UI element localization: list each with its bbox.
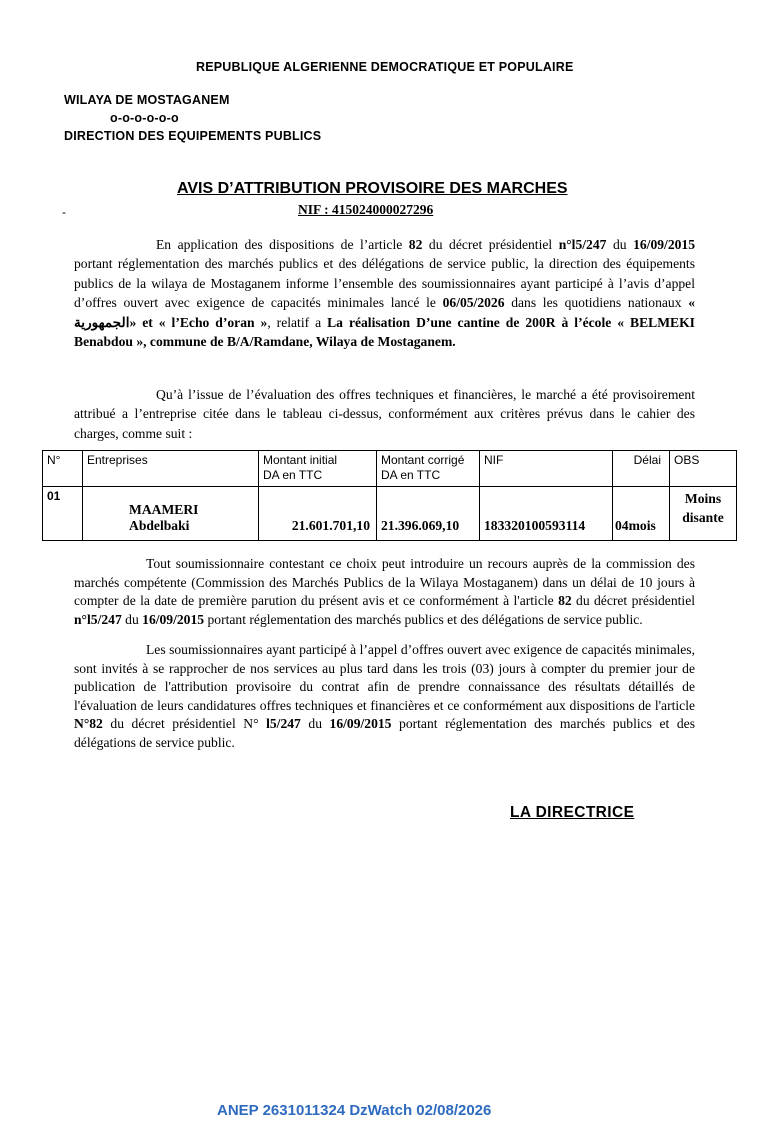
col-header-entreprises: Entreprises xyxy=(83,451,259,487)
direction-heading: DIRECTION DES EQUIPEMENTS PUBLICS xyxy=(64,129,322,143)
header-separator: o-o-o-o-o-o xyxy=(110,111,179,125)
p3-article-number: 82 xyxy=(558,593,572,609)
row-obs xyxy=(670,487,737,541)
table-header-row xyxy=(43,451,737,487)
intro-paragraph xyxy=(74,235,695,351)
obs-line1: Moins xyxy=(684,491,722,506)
p4-decree-date: 16/09/2015 xyxy=(329,716,392,732)
col-header-montant-corrige xyxy=(377,451,480,487)
p1-article-number: 82 xyxy=(408,237,423,252)
p4-article-number: N°82 xyxy=(74,716,103,732)
p4-text-2: du décret présidentiel N° xyxy=(102,716,267,732)
p1-text-2: du décret présidentiel xyxy=(422,237,559,252)
p3-decree-number: n°l5/247 xyxy=(74,611,122,627)
montant-corrige-line2: DA en TTC xyxy=(381,468,441,482)
signature-title: LA DIRECTRICE xyxy=(510,804,635,821)
invitation-paragraph xyxy=(74,641,695,753)
p1-newspapers: « الجمهورية» et « l’Echo d’oran » xyxy=(74,295,695,330)
p3-decree-date: 16/09/2015 xyxy=(142,611,205,627)
p3-text-4: portant réglementation des marchés publics et des délégations de service public. xyxy=(204,611,643,627)
p2-text: Qu’à l’issue de l’évaluation des offres techniques et financières, le marché a été provisoirement attribué a l’entreprise citée dans le tableau ci-dessus, conformément aux critères prévus dans le cahier des charges, comme suit : xyxy=(74,387,695,441)
row-delai: 04mois xyxy=(613,487,670,541)
col-header-delai: Délai xyxy=(613,451,670,487)
montant-corrige-line1: Montant corrigé xyxy=(381,453,465,467)
p4-text-1: Les soumissionnaires ayant participé à l’appel d’offres ouvert avec exigence de capacités minimales, sont invités à se rapprocher de nos services au plus tard dans les trois (03) jours à compter du premier jour de publication de l'attribution provisoire du contrat afin de prendre connaissance des résultats détaillés de l'évaluation de leurs candidatures offres techniques et financières et ce conformément aux dispositions de l'article xyxy=(74,642,695,713)
p1-decree-date: 16/09/2015 xyxy=(633,237,696,252)
p3-text-2: du décret présidentiel xyxy=(571,593,696,609)
col-header-num: N° xyxy=(43,451,83,487)
p3-text-1: Tout soumissionnaire contestant ce choix peut introduire un recours auprès de la commission des marchés compétente (Commission des Marchés Publics de la Wilaya Mostaganem) dans un délai de 10 jours à compter de la date de première parution du présent avis et ce conformément à l'article xyxy=(74,556,695,609)
dash-mark: - xyxy=(62,205,66,219)
row-montant-initial: 21.601.701,10 xyxy=(259,487,377,541)
obs-line2: disante xyxy=(682,510,724,525)
p4-decree-number: l5/247 xyxy=(266,716,301,732)
montant-initial-line1: Montant initial xyxy=(263,453,338,467)
recours-paragraph xyxy=(74,555,695,629)
p1-text-1: En application des dispositions de l’article xyxy=(156,237,409,252)
p1-text-5: dans les quotidiens nationaux xyxy=(504,295,689,311)
row-entreprise: MAAMERI Abdelbaki xyxy=(83,487,259,541)
wilaya-heading: WILAYA DE MOSTAGANEM xyxy=(64,93,230,107)
p1-text-4: portant réglementation des marchés publics et des délégations de service public, la direction des équipements publics de la wilaya de Mostaganem informe l’ensemble des soumissionnaires ayant participé à l’avis d’appel d’offres ouvert avec exigence de capacités minimales lancé le xyxy=(74,256,695,311)
row-montant-corrige: 21.396.069,10 xyxy=(377,487,480,541)
p4-text-3: du xyxy=(300,716,330,732)
col-header-obs: OBS xyxy=(670,451,737,487)
p1-project-description: La réalisation D’une cantine de 200R à l’école « BELMEKI Benabdou », commune de B/A/Ramdane, Wilaya de Mostaganem. xyxy=(74,314,695,350)
page-title: AVIS D’ATTRIBUTION PROVISOIRE DES MARCHES xyxy=(177,180,568,197)
p1-decree-number: n°l5/247 xyxy=(558,237,607,252)
republic-heading: REPUBLIQUE ALGERIENNE DEMOCRATIQUE ET POPULAIRE xyxy=(196,60,574,74)
footer-reference: ANEP 2631011324 DzWatch 02/08/2026 xyxy=(217,1102,492,1119)
col-header-nif: NIF xyxy=(480,451,613,487)
table-row xyxy=(43,487,737,541)
attribution-paragraph xyxy=(74,385,695,443)
p4-text-4: portant réglementation des marchés publics et des délégations de service public. xyxy=(74,716,695,750)
p3-text-3: du xyxy=(121,611,143,627)
col-header-montant-initial xyxy=(259,451,377,487)
p1-text-3: du xyxy=(606,237,634,252)
row-nif: 183320100593114 xyxy=(480,487,613,541)
p1-launch-date: 06/05/2026 xyxy=(442,295,505,311)
p1-text-6: , relatif a xyxy=(267,314,328,330)
row-num: 01 xyxy=(43,487,83,541)
montant-initial-line2: DA en TTC xyxy=(263,468,323,482)
attribution-table xyxy=(42,450,737,541)
nif-number: NIF : 415024000027296 xyxy=(298,202,434,217)
